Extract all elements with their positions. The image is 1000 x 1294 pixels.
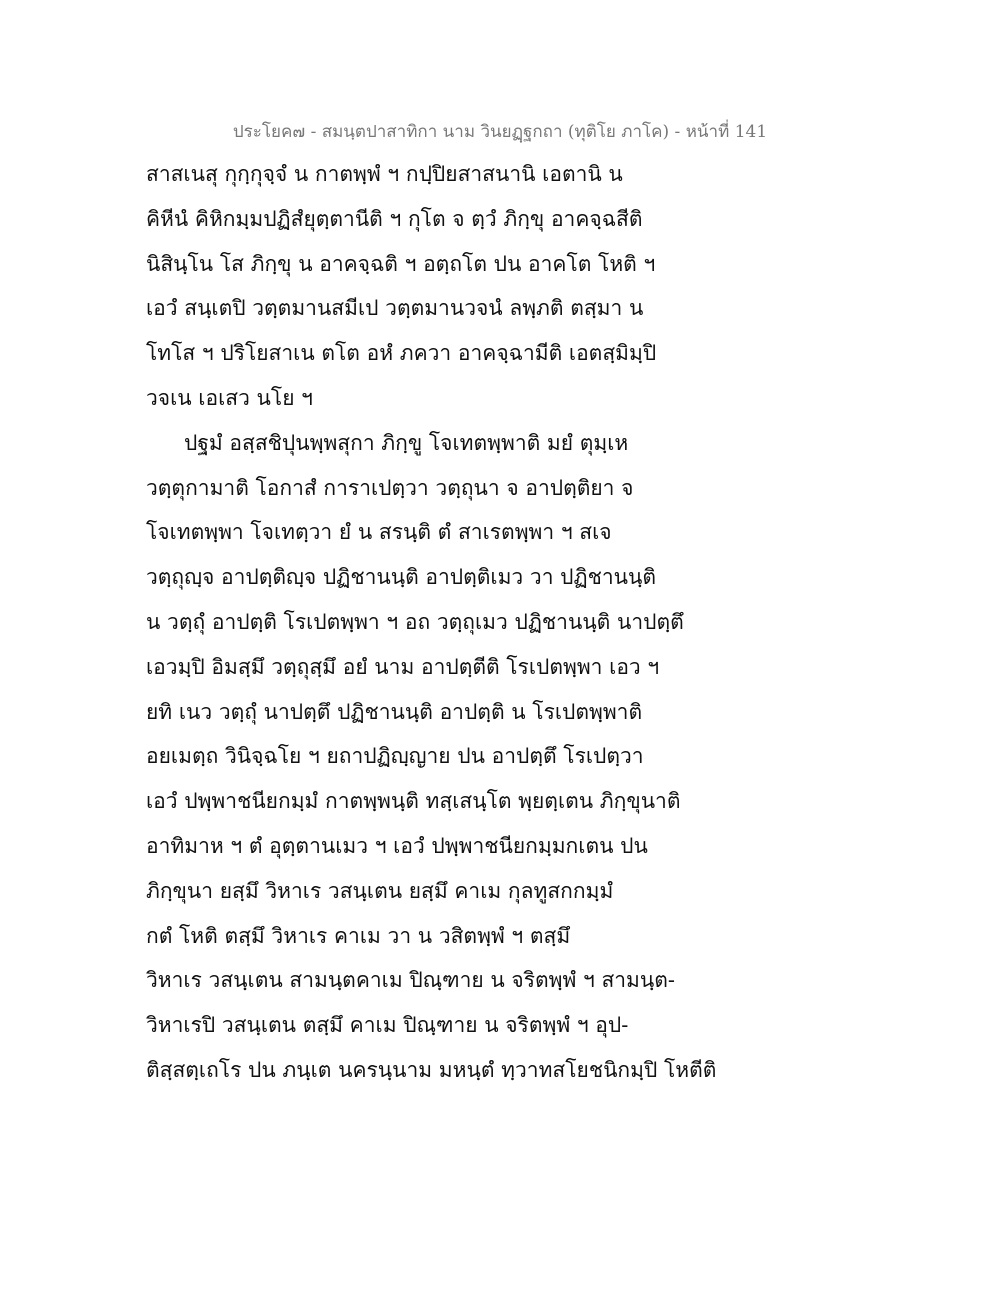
text-line: วจเน เอเสว นโย ฯ <box>146 385 313 410</box>
text-line: อาทิมาห ฯ ตํ อุตฺตานเมว ฯ เอวํ ปพฺพาชนียกมฺมกเตน ปน <box>146 833 648 858</box>
text-line: อยเมตฺถ วินิจฺฉโย ฯ ยถาปฏิญฺญาย ปน อาปตฺตึ โรเปตฺวา <box>146 744 644 769</box>
text-line: ภิกฺขุนา ยสฺมึ วิหาเร วสนฺเตน ยสฺมึ คาเม กุลทูสกกมฺมํ <box>146 878 614 903</box>
text-line: โจเทตพฺพา โจเทตฺวา ยํ น สรนฺติ ตํ สาเรตพฺพา ฯ สเจ <box>146 520 612 545</box>
text-line: นิสินฺโน โส ภิกฺขุ น อาคจฺฉติ ฯ อตฺถโต ปน อาคโต โหติ ฯ <box>146 251 656 276</box>
text-line: คิหีนํ คิหิกมฺมปฏิสํยุตฺตานีติ ฯ กุโต จ ตฺวํ ภิกฺขุ อาคจฺฉสีติ <box>146 206 643 231</box>
text-line: ติสฺสตฺเถโร ปน ภนฺเต นครนฺนาม มหนฺตํ ทฺวาทสโยชนิกมฺปิ โหตีติ <box>146 1057 717 1082</box>
text-line: วิหาเร วสนฺเตน สามนฺตคาเม ปิณฺฑาย น จริตพฺพํ ฯ สามนฺต- <box>146 968 675 993</box>
text-line: เอวํ ปพฺพาชนียกมฺมํ กาตพฺพนฺติ ทสฺเสนฺโต พฺยตฺเตน ภิกฺขุนาติ <box>146 789 681 814</box>
text-line: วตฺตุกามาติ โอกาสํ การาเปตฺวา วตฺถุนา จ อาปตฺติยา จ <box>146 475 634 500</box>
text-line: น วตฺถุํ อาปตฺติ โรเปตพฺพา ฯ อถ วตฺถุเมว ปฏิชานนฺติ นาปตฺตึ <box>146 609 684 634</box>
text-line: เอวํ สนฺเตปิ วตฺตมานสมีเป วตฺตมานวจนํ ลพฺภติ ตสฺมา น <box>146 296 644 321</box>
text-line: ยทิ เนว วตฺถุํ นาปตฺตึ ปฏิชานนฺติ อาปตฺติ น โรเปตพฺพาติ <box>146 699 643 724</box>
text-line: โทโส ฯ ปริโยสาเน ตโต อหํ ภควา อาคจฺฉามีติ เอตสฺมิมฺปิ <box>146 341 657 366</box>
paragraph-first-line: ปฐมํ อสฺสชิปุนพฺพสุกา ภิกฺขู โจเทตพฺพาติ มยํ ตุมฺเห <box>184 430 629 455</box>
body-text <box>146 152 866 1093</box>
text-line: กตํ โหติ ตสฺมึ วิหาเร คาเม วา น วสิตพฺพํ ฯ ตสฺมึ <box>146 923 571 948</box>
text-line: วตฺถุญฺจ อาปตฺติญฺจ ปฏิชานนฺติ อาปตฺติเมว วา ปฏิชานนฺติ <box>146 565 656 590</box>
text-line: สาสเนสุ กุกฺกุจฺจํ น กาตพฺพํ ฯ กปฺปิยสาสนานิ เอตานิ น <box>146 162 623 186</box>
text-line: วิหาเรปิ วสนฺเตน ตสฺมึ คาเม ปิณฺฑาย น จริตพฺพํ ฯ อุป- <box>146 1013 629 1038</box>
text-line: เอวมฺปิ อิมสฺมึ วตฺถุสฺมึ อยํ นาม อาปตฺตีติ โรเปตพฺพา เอว ฯ <box>146 654 660 679</box>
running-header: ประโยค๗ - สมนฺตปาสาทิกา นาม วินยฏฺฐกถา (ทุติโย ภาโค) - หน้าที่ 141 <box>232 122 768 142</box>
